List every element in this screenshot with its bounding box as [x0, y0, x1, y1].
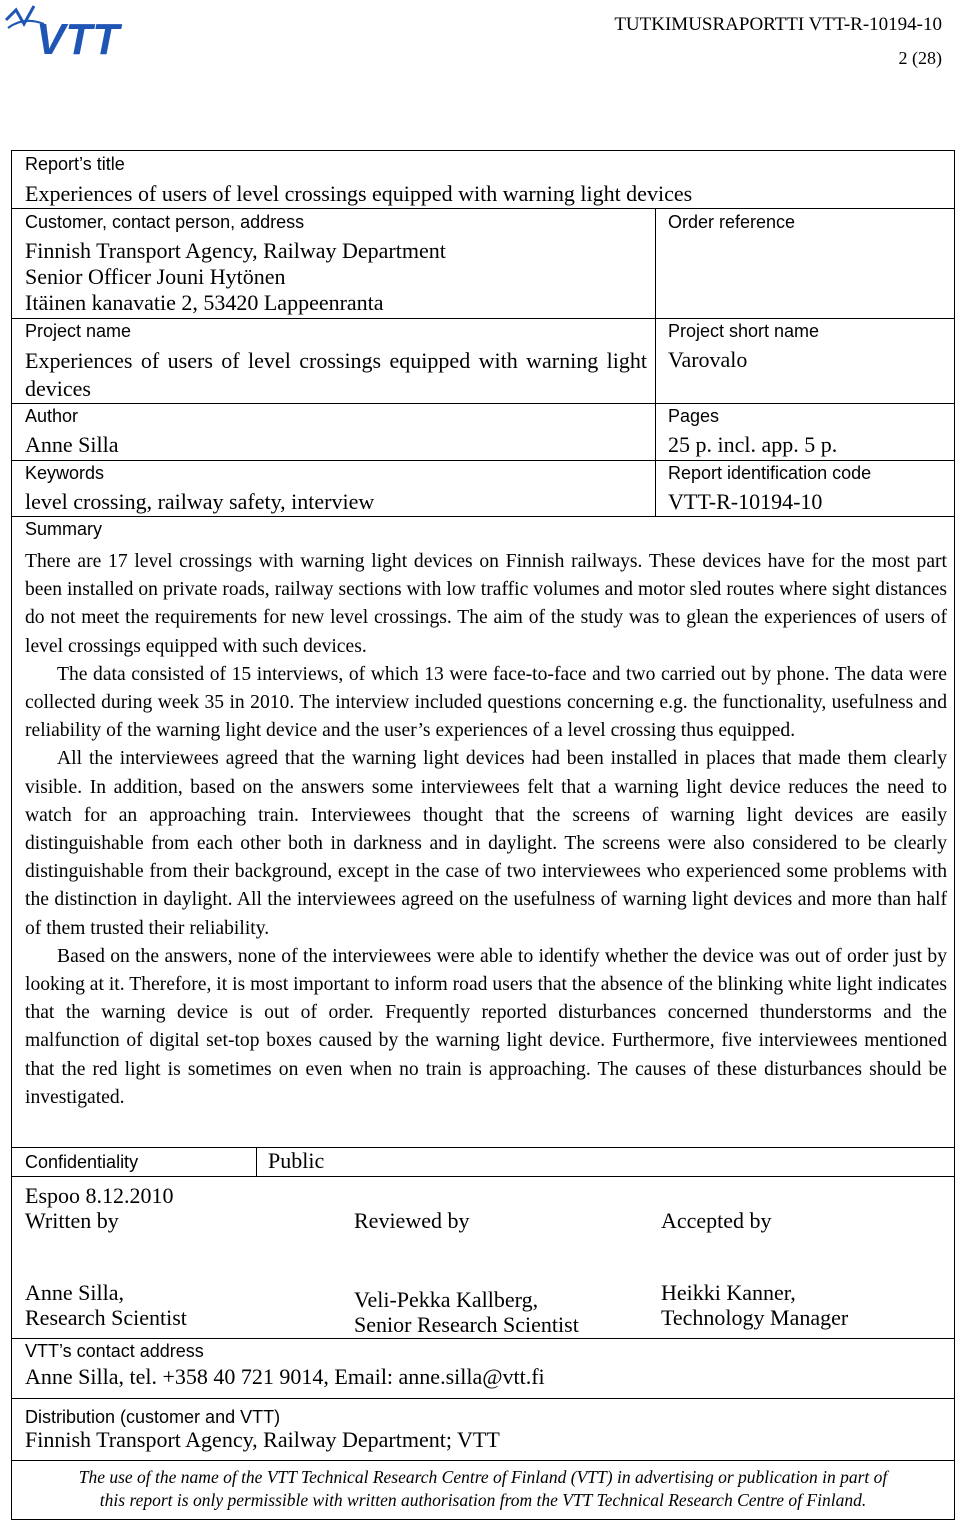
divider: [11, 1460, 955, 1461]
customer-line: Itäinen kanavatie 2, 53420 Lappeenranta: [25, 290, 384, 315]
author-label: Author: [25, 406, 79, 426]
report-title-label: Report’s title: [25, 154, 125, 174]
summary-paragraph: There are 17 level crossings with warning light devices on Finnish railways. These devices have for the most part been installed on private roads, railway sections with low traffic volumes and motor sled routes where sight distances do not meet the requirements for new level crossings. The aim of the study was to glean the experiences of users of level crossings equipped with such devices.: [25, 551, 947, 657]
summary-label: Summary: [25, 519, 103, 539]
distribution-label: Distribution (customer and VTT): [25, 1407, 281, 1427]
place-date: Espoo 8.12.2010: [25, 1183, 174, 1208]
written-by-label: Written by: [25, 1208, 119, 1233]
keywords-label: Keywords: [25, 463, 105, 483]
contact-value: Anne Silla, tel. +358 40 721 9014, Email: anne.silla@vtt.fi: [25, 1364, 545, 1389]
distribution-value: Finnish Transport Agency, Railway Department; VTT: [25, 1427, 500, 1452]
customer-label: Customer, contact person, address: [25, 212, 305, 232]
summary-paragraph: Based on the answers, none of the interviewees were able to identify whether the device was out of order just by looking at it. Therefore, it is most important to inform road users that the absence of the blinking white light indicates that the warning device is out of order. Frequently reported disturbances concerned thunderstorms and the malfunction of digital set-top boxes caused by the warning light device. Furthermore, five interviewees mentioned that the red light is sometimes on even when no train is approaching. The causes of these disturbances should be investigated.: [25, 945, 947, 1108]
confidentiality-value: Public: [268, 1148, 325, 1173]
project-name-value: Experiences of users of level crossings equipped with warning light devices: [25, 348, 647, 401]
svg-text:VTT: VTT: [36, 15, 120, 60]
writer-title: Research Scientist: [25, 1305, 187, 1330]
column-divider: [256, 1147, 257, 1176]
acceptor-name: Heikki Kanner,: [661, 1280, 796, 1305]
pages-label: Pages: [668, 406, 720, 426]
divider: [11, 1147, 955, 1148]
accepted-by-label: Accepted by: [661, 1208, 772, 1233]
acceptor-title: Technology Manager: [661, 1305, 849, 1330]
reviewer-name: Veli-Pekka Kallberg,: [354, 1287, 539, 1312]
divider: [11, 403, 955, 404]
reviewed-by-label: Reviewed by: [354, 1208, 470, 1233]
reviewer-title: Senior Research Scientist: [354, 1312, 579, 1337]
summary-paragraph: All the interviewees agreed that the warning light devices had been installed in places that made them clearly visible. In addition, based on the answers some interviewees felt that a warning light device reduces the need to watch for an approaching train. Interviewees thought that the screens of warning light devices are easily distinguishable from each other both in darkness and in daylight. The screens were also considered to be clearly distinguishable from their background, except in the case of two interviewees who experienced some problems with the distinction in daylight. All the interviewees agreed on the usefulness of warning light devices and more than half of them trusted their reliability.: [25, 748, 947, 939]
page-number: 2 (28): [898, 48, 942, 68]
order-reference-label: Order reference: [668, 212, 796, 232]
column-divider: [655, 208, 656, 516]
divider: [11, 208, 955, 209]
usage-notice: [12, 1466, 954, 1512]
pages-value: 25 p. incl. app. 5 p.: [668, 432, 838, 457]
report-id-label: Report identification code: [668, 463, 872, 483]
writer-name: Anne Silla,: [25, 1280, 124, 1305]
divider: [11, 516, 955, 517]
confidentiality-label: Confidentiality: [25, 1152, 139, 1172]
summary-paragraph: The data consisted of 15 interviews, of which 13 were face-to-face and two carried out by phone. The data were collected during week 35 in 2010. The interview included questions concerning e.g. the functionality, usefulness and reliability of the warning light device and the user’s experiences of a level crossing thus equipped.: [25, 663, 947, 742]
summary-body: [25, 548, 947, 1112]
divider: [11, 460, 955, 461]
divider: [11, 1176, 955, 1177]
project-name-label: Project name: [25, 321, 132, 341]
keywords-value: level crossing, railway safety, interview: [25, 489, 375, 514]
contact-label: VTT’s contact address: [25, 1341, 204, 1361]
report-number: TUTKIMUSRAPORTTI VTT-R-10194-10: [614, 14, 942, 35]
report-id-value: VTT-R-10194-10: [668, 489, 823, 514]
project-short-name-label: Project short name: [668, 321, 820, 341]
divider: [11, 318, 955, 319]
report-title-value: Experiences of users of level crossings equipped with warning light devices: [25, 181, 693, 206]
project-short-name-value: Varovalo: [668, 347, 748, 372]
vtt-logo: [4, 2, 154, 60]
customer-line: Finnish Transport Agency, Railway Department: [25, 238, 446, 263]
usage-notice-line: this report is only permissible with written authorisation from the VTT Technical Research Centre of Finland.: [99, 1490, 867, 1510]
divider: [11, 1398, 955, 1399]
usage-notice-line: The use of the name of the VTT Technical Research Centre of Finland (VTT) in advertising or publication in part of: [78, 1467, 888, 1487]
customer-line: Senior Officer Jouni Hytönen: [25, 264, 286, 289]
divider: [11, 1338, 955, 1339]
author-value: Anne Silla: [25, 432, 119, 457]
